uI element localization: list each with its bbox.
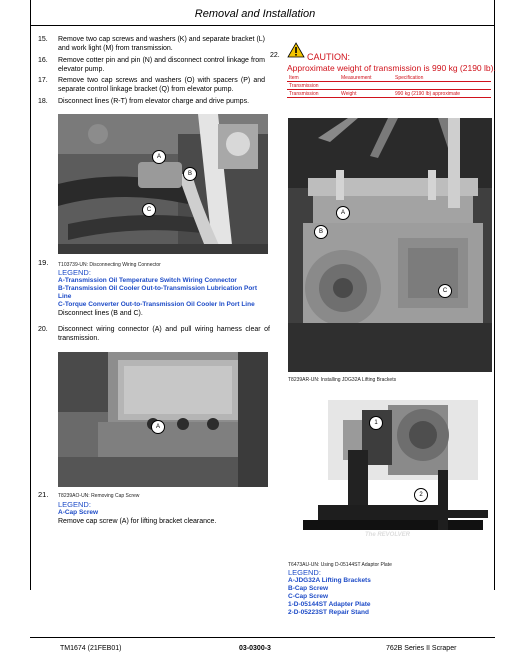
caution-text: Approximate weight of transmission is 990 kg (2190 lb). bbox=[287, 63, 496, 73]
step-text: Remove two cap screws and washers (K) and separate bracket (L) and work light (M) from transmission. bbox=[58, 36, 265, 52]
legend-block-19 bbox=[58, 268, 268, 318]
page-title: Removal and Installation bbox=[194, 8, 316, 20]
instruction-text: Remove cap screw (A) for lifting bracket clearance. bbox=[58, 518, 217, 525]
step-number: 17. bbox=[38, 77, 48, 84]
legend-title: LEGEND: bbox=[288, 568, 321, 577]
step-text: Disconnect lines (R-T) from elevator charge and drive pumps. bbox=[58, 98, 250, 105]
step-number: 15. bbox=[38, 36, 48, 43]
spec-table-row bbox=[287, 90, 491, 98]
step-number: 22. bbox=[270, 52, 280, 59]
step-16 bbox=[38, 56, 265, 76]
step-18 bbox=[38, 97, 265, 107]
step-text: Remove two cap screws and washers (O) with spacers (P) and separate control linkage bracket (Q) from elevator pump. bbox=[58, 77, 265, 93]
spec-cell bbox=[339, 82, 393, 90]
figure-caption: T8239AO-UN: Removing Cap Screw bbox=[58, 493, 140, 499]
callout-1: 1 bbox=[369, 416, 383, 430]
step-15 bbox=[38, 35, 265, 55]
instruction-text: Disconnect lines (B and C). bbox=[58, 310, 143, 317]
photo-repair-stand bbox=[288, 390, 492, 558]
caution-label: CAUTION: bbox=[307, 52, 351, 62]
page-frame-left bbox=[30, 0, 31, 590]
callout-c: C bbox=[438, 284, 452, 298]
warning-icon bbox=[287, 42, 305, 63]
spec-header-cell: Specification bbox=[393, 74, 491, 82]
step-text: Disconnect wiring connector (A) and pull wiring harness clear of transmission. bbox=[58, 326, 270, 342]
photo-lifting-brackets bbox=[288, 118, 492, 372]
footer-page-number: 03-0300-3 bbox=[239, 645, 271, 652]
callout-a: A bbox=[152, 150, 166, 164]
photo-wiring-connector bbox=[58, 114, 268, 254]
step-text: Remove cotter pin and pin (N) and disconnect control linkage from elevator pump. bbox=[58, 57, 265, 73]
callout-b: B bbox=[183, 167, 197, 181]
step-number: 16. bbox=[38, 57, 48, 64]
spec-cell: Transmission bbox=[287, 82, 339, 90]
legend-item: A-Cap Screw bbox=[58, 509, 99, 516]
figure-caption: T6473AU-UN: Using D-05144ST Adaptor Plate bbox=[288, 562, 392, 568]
figure-caption: T8239AR-UN: Installing JDG32A Lifting Brackets bbox=[288, 377, 397, 383]
footer-manual-id: TM1674 (21FEB01) bbox=[60, 645, 122, 652]
spec-table bbox=[287, 74, 491, 98]
legend-item: B-Cap Screw bbox=[288, 585, 329, 592]
spec-cell: Weight bbox=[339, 90, 393, 98]
callout-b: B bbox=[314, 225, 328, 239]
photo-cap-screw bbox=[58, 352, 268, 487]
step-number: 19. bbox=[38, 258, 49, 267]
header-rule bbox=[30, 25, 495, 26]
spec-header-cell: Item bbox=[287, 74, 339, 82]
legend-item: C-Torque Converter Out-to-Transmission Oil Cooler In Port Line bbox=[58, 301, 255, 308]
spec-cell bbox=[393, 82, 491, 90]
spec-table-header bbox=[287, 74, 491, 82]
legend-item: 2-D-05223ST Repair Stand bbox=[288, 609, 369, 616]
spec-cell: Transmission bbox=[287, 90, 339, 98]
figure-caption: T103739-UN: Disconnecting Wiring Connector bbox=[58, 262, 161, 268]
legend-block-21 bbox=[58, 500, 268, 526]
step-number: 21. bbox=[38, 490, 49, 499]
legend-item: A-Transmission Oil Temperature Switch Wiring Connector bbox=[58, 277, 237, 284]
spec-cell: 990 kg (2190 lb) approximate bbox=[393, 90, 491, 98]
spec-header-cell: Measurement bbox=[339, 74, 393, 82]
callout-a: A bbox=[151, 420, 165, 434]
spec-table-row bbox=[287, 82, 491, 90]
legend-title: LEGEND: bbox=[58, 268, 91, 277]
step-number: 20. bbox=[38, 326, 48, 333]
legend-item: 1-D-05144ST Adapter Plate bbox=[288, 601, 371, 608]
footer-rule bbox=[30, 637, 495, 638]
step-number: 18. bbox=[38, 98, 48, 105]
step-17 bbox=[38, 76, 265, 96]
step-20 bbox=[38, 325, 270, 345]
stand-brand-label: The REVOLVER bbox=[365, 532, 411, 538]
callout-2: 2 bbox=[414, 488, 428, 502]
legend-item: C-Cap Screw bbox=[288, 593, 329, 600]
page-frame-right bbox=[494, 0, 495, 590]
legend-block-right bbox=[288, 568, 492, 617]
legend-item: A-JDG32A Lifting Brackets bbox=[288, 577, 371, 584]
legend-title: LEGEND: bbox=[58, 500, 91, 509]
callout-c: C bbox=[142, 203, 156, 217]
callout-a: A bbox=[336, 206, 350, 220]
footer-model-name: 762B Series II Scraper bbox=[386, 645, 457, 652]
legend-item: B-Transmission Oil Cooler Out-to-Transmission Lubrication Port Line bbox=[58, 285, 257, 300]
